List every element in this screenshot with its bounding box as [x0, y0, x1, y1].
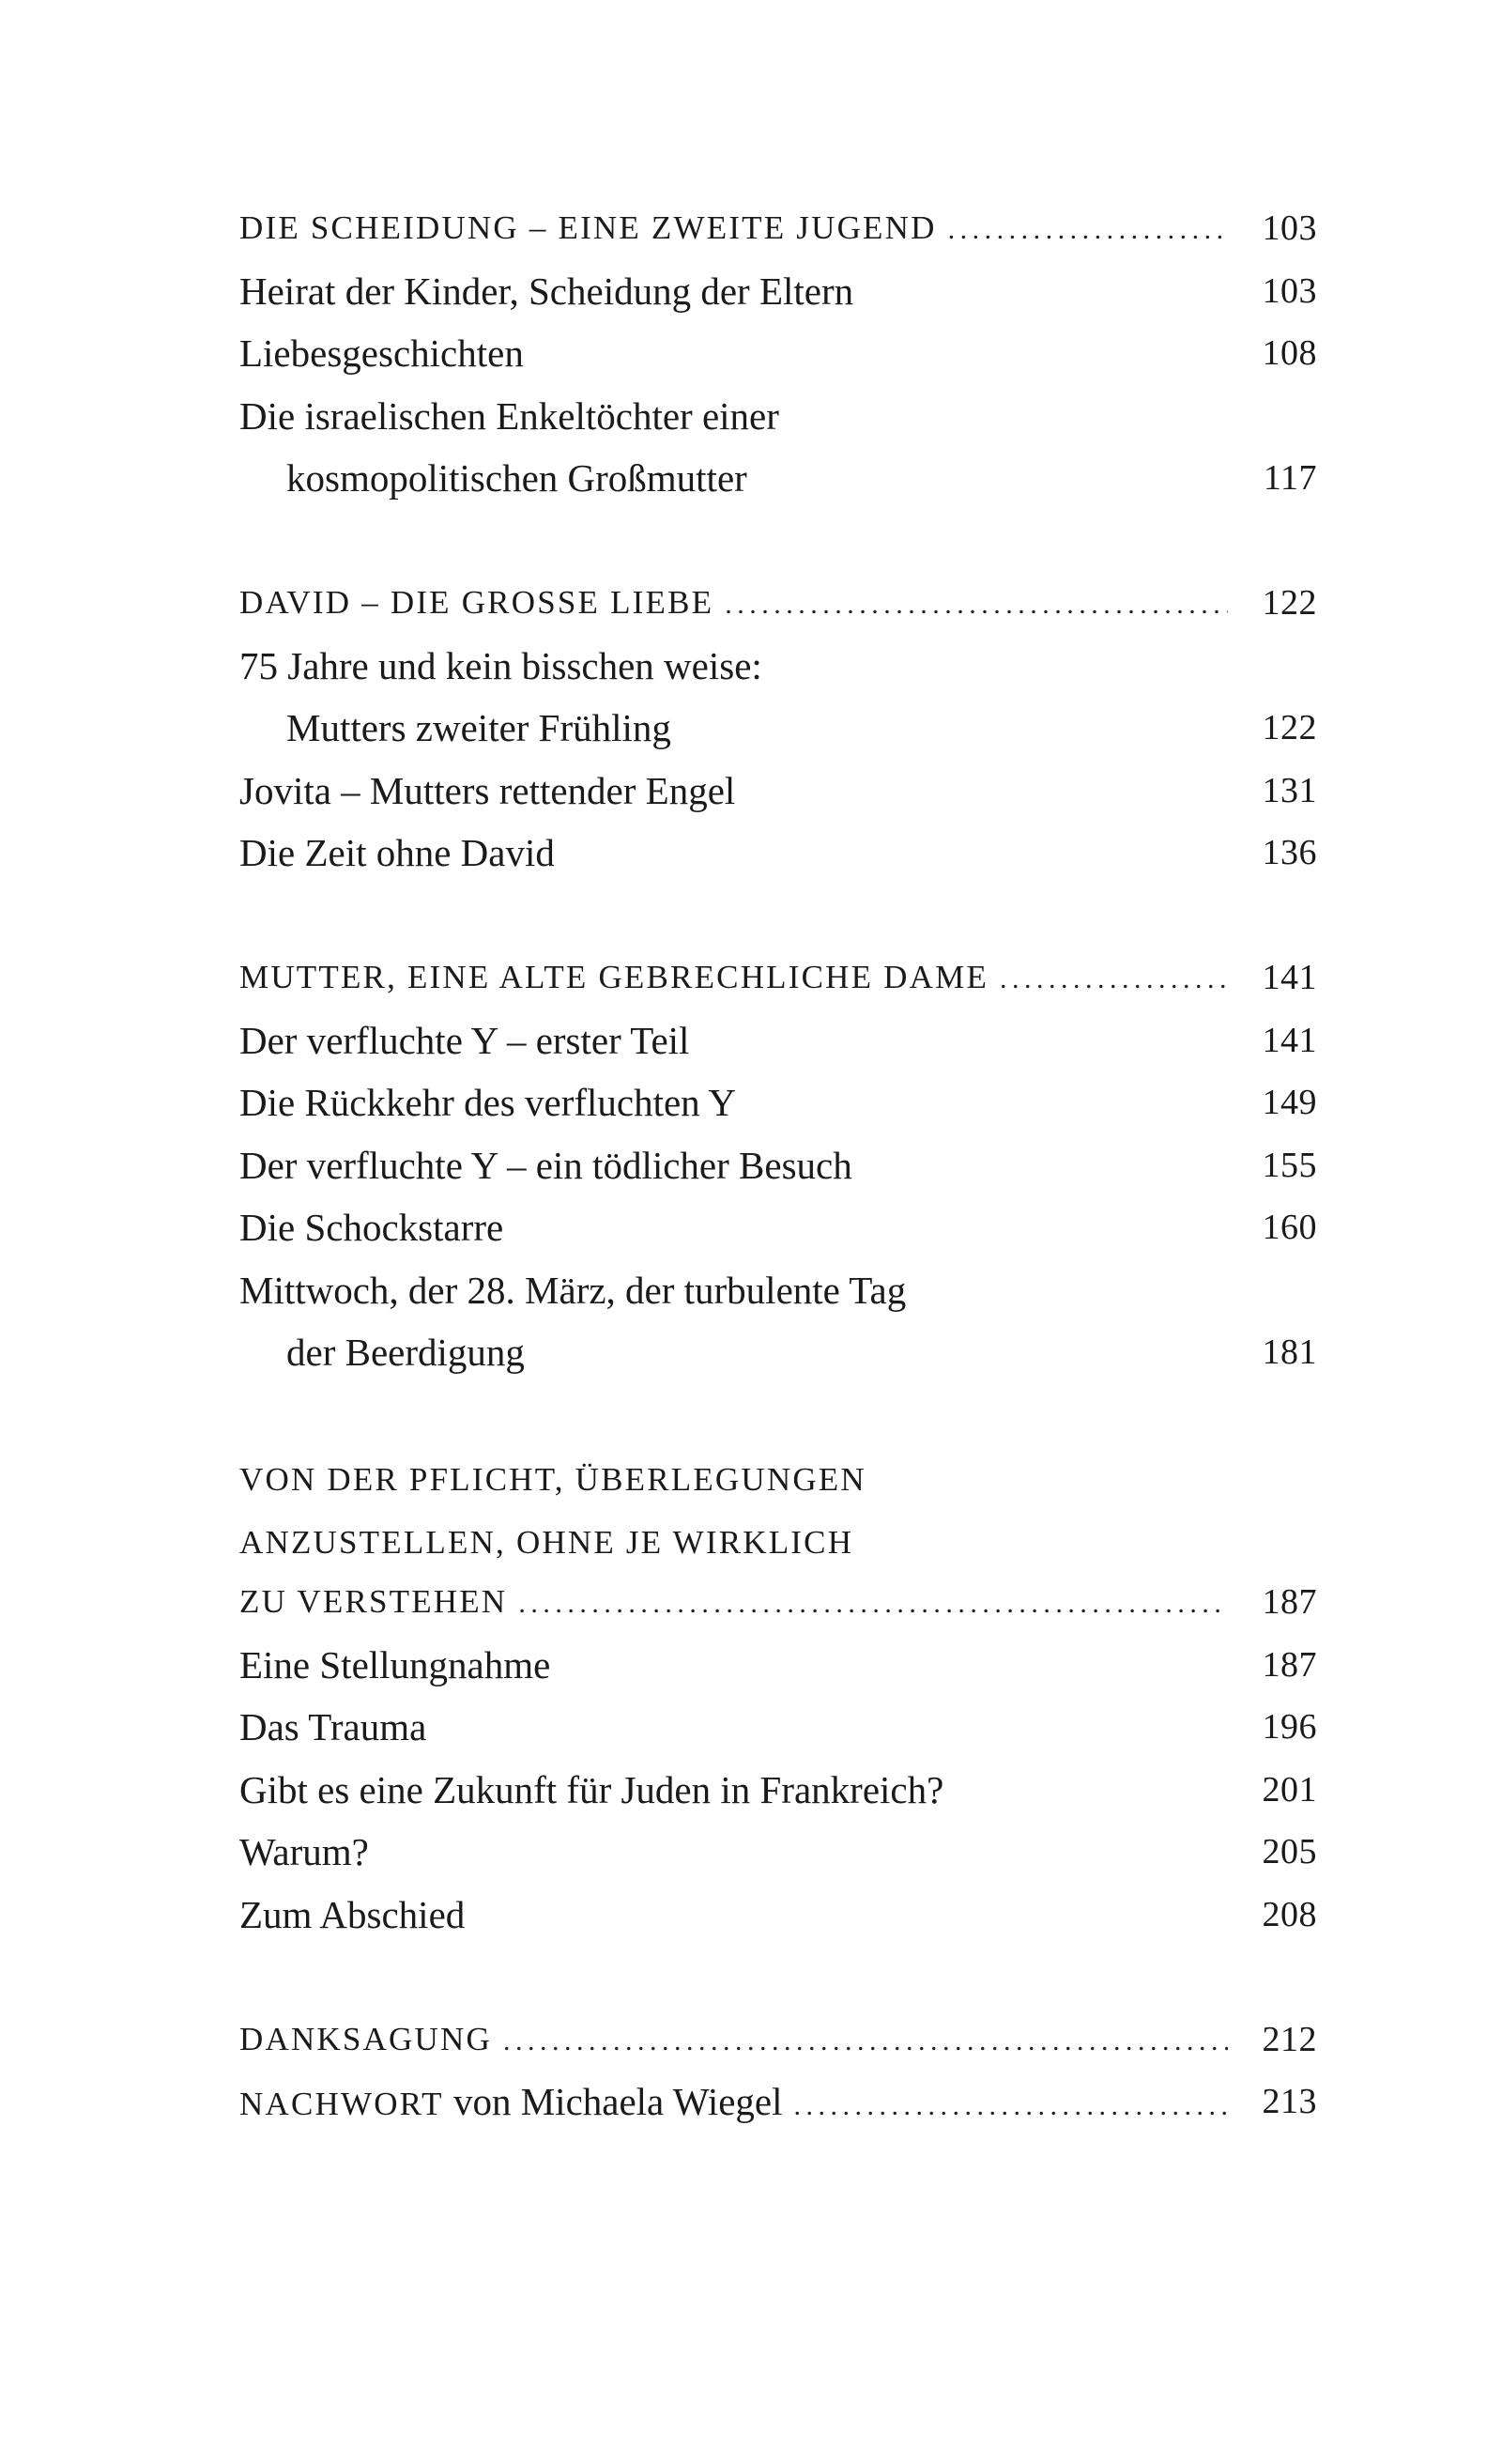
page-number: 201 — [1262, 1769, 1317, 1810]
toc-entry[interactable] — [239, 760, 1317, 823]
entry-title: Die israelischen Enkeltöchter einer — [239, 393, 779, 438]
section-spacer — [239, 1946, 1317, 2009]
page-number: 160 — [1262, 1208, 1317, 1247]
toc-entry[interactable] — [239, 322, 1317, 385]
toc-section-heading-line[interactable] — [239, 1571, 1317, 1634]
dot-leader — [794, 2075, 1229, 2138]
page-number: 181 — [1262, 1332, 1317, 1372]
toc-back-matter-nachwort[interactable] — [239, 2071, 1317, 2133]
page-number: 122 — [1262, 583, 1317, 623]
page-number: 103 — [1262, 270, 1317, 311]
page-number: 212 — [1262, 2019, 1317, 2059]
page-number: 131 — [1262, 770, 1317, 810]
toc-entry[interactable] — [239, 1884, 1317, 1947]
dot-leader — [725, 574, 1228, 637]
entry-title: Der verfluchte Y – erster Teil — [239, 1018, 690, 1062]
toc-entry[interactable] — [239, 822, 1317, 885]
entry-title-continued: Mutters zweiter Frühling — [286, 706, 671, 749]
page-number: 155 — [1262, 1145, 1317, 1185]
toc-entry[interactable] — [239, 1634, 1317, 1697]
page-number: 187 — [1262, 1582, 1317, 1622]
toc-entry[interactable] — [239, 1009, 1317, 1072]
entry-title: Liebesgeschichten — [239, 331, 524, 375]
section-spacer — [239, 885, 1317, 947]
toc-entry[interactable] — [239, 1259, 1317, 1322]
entry-title: Jovita – Mutters rettender Engel — [239, 768, 736, 812]
entry-title: Heirat der Kinder, Scheidung der Eltern — [239, 269, 854, 313]
entry-title: Der verfluchte Y – ein tödlicher Besuch — [239, 1143, 852, 1187]
page-number: 122 — [1262, 708, 1317, 747]
page-number: 196 — [1262, 1707, 1317, 1747]
page-number: 136 — [1262, 833, 1317, 872]
page-number: 208 — [1262, 1894, 1317, 1934]
page-number: 141 — [1262, 958, 1317, 997]
page-number: 103 — [1262, 208, 1317, 248]
toc-back-matter-danksagung[interactable] — [239, 2009, 1317, 2071]
entry-title: 75 Jahre und kein bisschen weise: — [239, 643, 762, 687]
table-of-contents — [239, 197, 1317, 2133]
section-title: DANKSAGUNG — [239, 2020, 492, 2057]
section-title: MUTTER, EINE ALTE GEBRECHLICHE DAME — [239, 959, 989, 995]
toc-section-heading-line[interactable] — [239, 1509, 1317, 1572]
toc-entry[interactable] — [239, 1196, 1317, 1259]
toc-entry-continuation[interactable] — [239, 1321, 1317, 1384]
toc-section-heading-line[interactable] — [239, 1446, 1317, 1509]
section-title: DAVID – DIE GROSSE LIEBE — [239, 584, 714, 621]
toc-entry[interactable] — [239, 1696, 1317, 1759]
section-title-author: von Michaela Wiegel — [443, 2080, 783, 2123]
toc-section-heading[interactable] — [239, 572, 1317, 635]
toc-entry[interactable] — [239, 1134, 1317, 1197]
section-title-caps: NACHWORT — [239, 2086, 444, 2122]
toc-section-heading[interactable] — [239, 947, 1317, 1009]
toc-entry-continuation[interactable] — [239, 447, 1317, 510]
toc-entry-continuation[interactable] — [239, 697, 1317, 760]
toc-entry[interactable] — [239, 1759, 1317, 1822]
dot-leader — [518, 1573, 1228, 1636]
entry-title-continued: kosmopolitischen Großmutter — [286, 456, 747, 500]
entry-title: Mittwoch, der 28. März, der turbulente Tag — [239, 1268, 907, 1312]
entry-title: Eine Stellungnahme — [239, 1642, 551, 1686]
entry-title: Die Zeit ohne David — [239, 831, 555, 874]
entry-title: Zum Abschied — [239, 1892, 466, 1936]
section-title: ANZUSTELLEN, OHNE JE WIRKLICH — [239, 1523, 854, 1561]
page-number: 213 — [1262, 2082, 1317, 2121]
section-spacer — [239, 1384, 1317, 1447]
section-spacer — [239, 510, 1317, 573]
dot-leader — [948, 199, 1228, 262]
entry-title: Gibt es eine Zukunft für Juden in Frankreich? — [239, 1767, 944, 1811]
entry-title: Das Trauma — [239, 1705, 427, 1748]
toc-entry[interactable] — [239, 1071, 1317, 1134]
section-title: DIE SCHEIDUNG – EINE ZWEITE JUGEND — [239, 209, 937, 246]
page-number: 205 — [1262, 1832, 1317, 1871]
section-title — [239, 2071, 783, 2136]
entry-title: Die Schockstarre — [239, 1206, 504, 1249]
entry-title: Warum? — [239, 1830, 369, 1873]
toc-entry[interactable] — [239, 260, 1317, 323]
page-number: 149 — [1262, 1083, 1317, 1122]
page-number: 141 — [1262, 1020, 1317, 1060]
entry-title: Die Rückkehr des verfluchten Y — [239, 1081, 737, 1124]
dot-leader — [1000, 948, 1228, 1011]
section-title: VON DER PFLICHT, ÜBERLEGUNGEN — [239, 1461, 866, 1498]
toc-section-heading[interactable] — [239, 197, 1317, 260]
toc-entry[interactable] — [239, 635, 1317, 698]
dot-leader — [503, 2010, 1228, 2073]
toc-entry[interactable] — [239, 1821, 1317, 1884]
toc-entry[interactable] — [239, 385, 1317, 448]
page-number: 187 — [1262, 1644, 1317, 1685]
page-number: 108 — [1262, 333, 1317, 373]
section-title: ZU VERSTEHEN — [239, 1583, 508, 1620]
page-number: 117 — [1263, 458, 1317, 498]
entry-title-continued: der Beerdigung — [286, 1331, 525, 1374]
